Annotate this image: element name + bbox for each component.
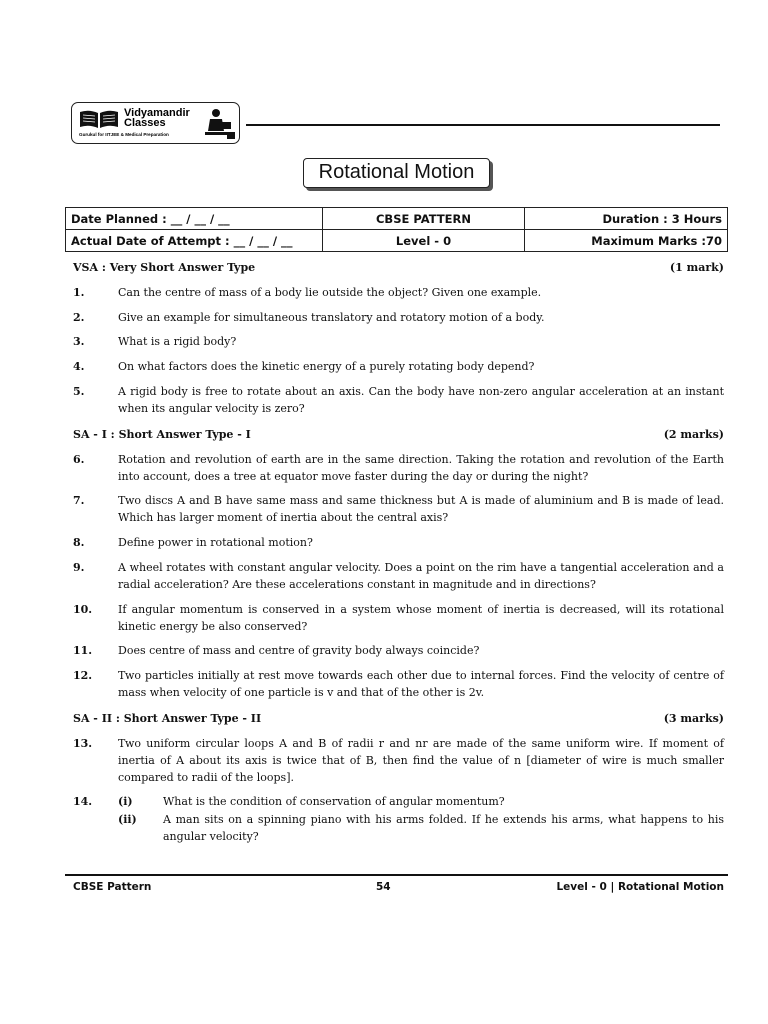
question-item [73,358,724,375]
duration: Duration : 3 Hours [525,208,728,230]
question-item [73,492,724,526]
question-number: 10. [73,603,93,616]
question-item [73,667,724,701]
question-subpart [73,811,724,845]
section-heading-vsa [73,261,724,274]
logo-name-line1: Vidyamandir [124,107,190,119]
logo-name-line2: Classes [124,117,166,129]
section-label: VSA : Very Short Answer Type [73,261,256,274]
question-number: 8. [73,536,85,549]
subpart-label: (i) [118,795,133,808]
actual-date: Actual Date of Attempt : __ / __ / __ [66,230,323,252]
question-item [73,601,724,635]
page-title: Rotational Motion [303,158,490,188]
question-number: 7. [73,494,85,507]
question-item [73,284,724,301]
section-label: SA - II : Short Answer Type - II [73,712,262,725]
question-text: What is a rigid body? [118,335,237,348]
question-text: If angular momentum is conserved in a system whose moment of inertia is decreased, will its rotational kinetic energy be also conserved? [118,603,724,633]
subpart-label: (ii) [118,813,137,826]
question-text: Two uniform circular loops A and B of radii r and nr are made of the same uniform wire. If moment of inertia of A about its axis is twice that of B, then find the value of n [diameter of wire is much smaller compared to radii of the loops]. [118,737,724,784]
question-number: 9. [73,561,85,574]
info-row [66,230,728,252]
pattern-label: CBSE PATTERN [323,208,525,230]
info-table [65,207,728,252]
question-item [73,559,724,593]
question-text: On what factors does the kinetic energy of a purely rotating body depend? [118,360,535,373]
question-item [73,333,724,350]
question-number: 2. [73,311,85,324]
level-label: Level - 0 [323,230,525,252]
section-heading-sa2 [73,712,724,725]
question-text: A wheel rotates with constant angular velocity. Does a point on the rim have a tangential acceleration and a radial acceleration? Are these accelerations constant in magnitude and in directions? [118,561,724,591]
question-item [73,451,724,485]
max-marks: Maximum Marks :70 [525,230,728,252]
question-number: 6. [73,453,85,466]
section-marks: (3 marks) [663,712,724,725]
subpart-text: A man sits on a spinning piano with his arms folded. If he extends his arms, what happens to his angular velocity? [163,813,724,843]
question-number: 4. [73,360,85,373]
question-number: 12. [73,669,93,682]
section-heading-sa1 [73,428,724,441]
question-text: Can the centre of mass of a body lie outside the object? Given one example. [118,286,542,299]
section-marks: (1 mark) [669,261,724,274]
question-text: Does centre of mass and centre of gravity body always coincide? [118,644,480,657]
info-row [66,208,728,230]
section-marks: (2 marks) [663,428,724,441]
reading-person-icon [203,107,237,139]
date-planned: Date Planned : __ / __ / __ [66,208,323,230]
question-subpart [73,793,724,810]
subpart-text: What is the condition of conservation of angular momentum? [163,795,505,808]
question-number: 13. [73,737,93,750]
question-number: 5. [73,385,85,398]
question-number: 14. [73,795,93,808]
question-number: 3. [73,335,85,348]
question-item [73,642,724,659]
question-item [73,735,724,786]
open-book-icon [79,109,119,129]
logo-tagline: Gurukul for IITJEE & Medical Preparation [79,132,169,137]
footer-rule [65,874,728,876]
question-text: Two particles initially at rest move towards each other due to internal forces. Find the velocity of centre of mass when velocity of one particle is v and that of the other is 2v. [118,669,724,699]
header-rule [246,124,720,126]
question-text: Rotation and revolution of earth are in the same direction. Taking the rotation and revolution of the Earth into account, does a tree at equator move faster during the day or during the night? [118,453,724,483]
logo-name [124,108,190,128]
footer-right: Level - 0 | Rotational Motion [556,881,724,893]
question-number: 11. [73,644,93,657]
question-item [73,793,724,845]
section-label: SA - I : Short Answer Type - I [73,428,251,441]
question-number: 1. [73,286,85,299]
question-item [73,309,724,326]
question-text: Define power in rotational motion? [118,536,313,549]
question-text: Give an example for simultaneous translatory and rotatory motion of a body. [118,311,545,324]
question-item [73,534,724,551]
question-item [73,383,724,417]
page-number: 54 [376,881,391,893]
question-text: A rigid body is free to rotate about an axis. Can the body have non-zero angular acceleration at an instant when its angular velocity is zero? [118,385,724,415]
question-text: Two discs A and B have same mass and same thickness but A is made of aluminium and B is made of lead. Which has larger moment of inertia about the central axis? [118,494,724,524]
brand-logo [71,102,240,144]
footer-left: CBSE Pattern [73,881,152,893]
